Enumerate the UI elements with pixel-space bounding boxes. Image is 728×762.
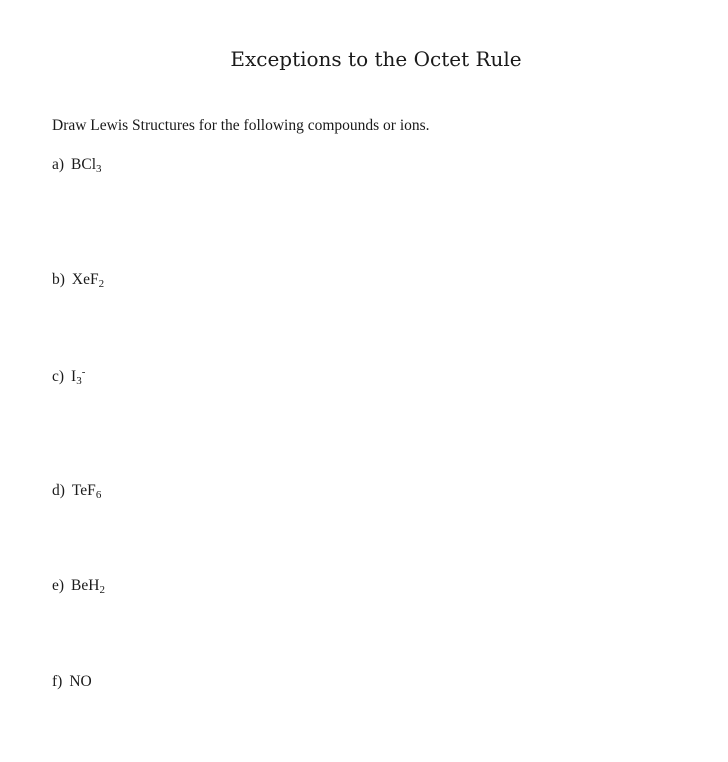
formula-subscript: 3 bbox=[76, 375, 82, 387]
formula-subscript: 2 bbox=[98, 278, 105, 290]
question-letter: e) bbox=[52, 577, 65, 594]
question-item-c bbox=[52, 368, 85, 386]
question-item-b bbox=[52, 271, 104, 289]
formula-base: BeH bbox=[71, 577, 100, 594]
formula-base: XeF bbox=[71, 271, 99, 288]
formula-subscript: 3 bbox=[96, 163, 102, 175]
question-letter: a) bbox=[52, 156, 65, 173]
question-item-d bbox=[52, 482, 101, 500]
question-letter: b) bbox=[52, 271, 65, 288]
formula-base: I bbox=[71, 368, 77, 385]
formula-base: NO bbox=[69, 673, 92, 690]
formula-base: BCl bbox=[71, 156, 97, 173]
question-item-e bbox=[52, 577, 105, 595]
question-letter: f) bbox=[52, 673, 63, 690]
question-letter: d) bbox=[52, 482, 65, 499]
formula-subscript: 6 bbox=[95, 489, 102, 501]
question-item-a bbox=[52, 156, 102, 174]
page-title: Exceptions to the Octet Rule bbox=[230, 47, 522, 71]
formula-subscript: 2 bbox=[99, 584, 105, 596]
question-letter: c) bbox=[52, 368, 65, 385]
instructions-text: Draw Lewis Structures for the following compounds or ions. bbox=[52, 117, 430, 134]
question-item-f bbox=[52, 673, 92, 691]
formula-charge: - bbox=[81, 366, 86, 378]
formula-base: TeF bbox=[71, 482, 96, 499]
